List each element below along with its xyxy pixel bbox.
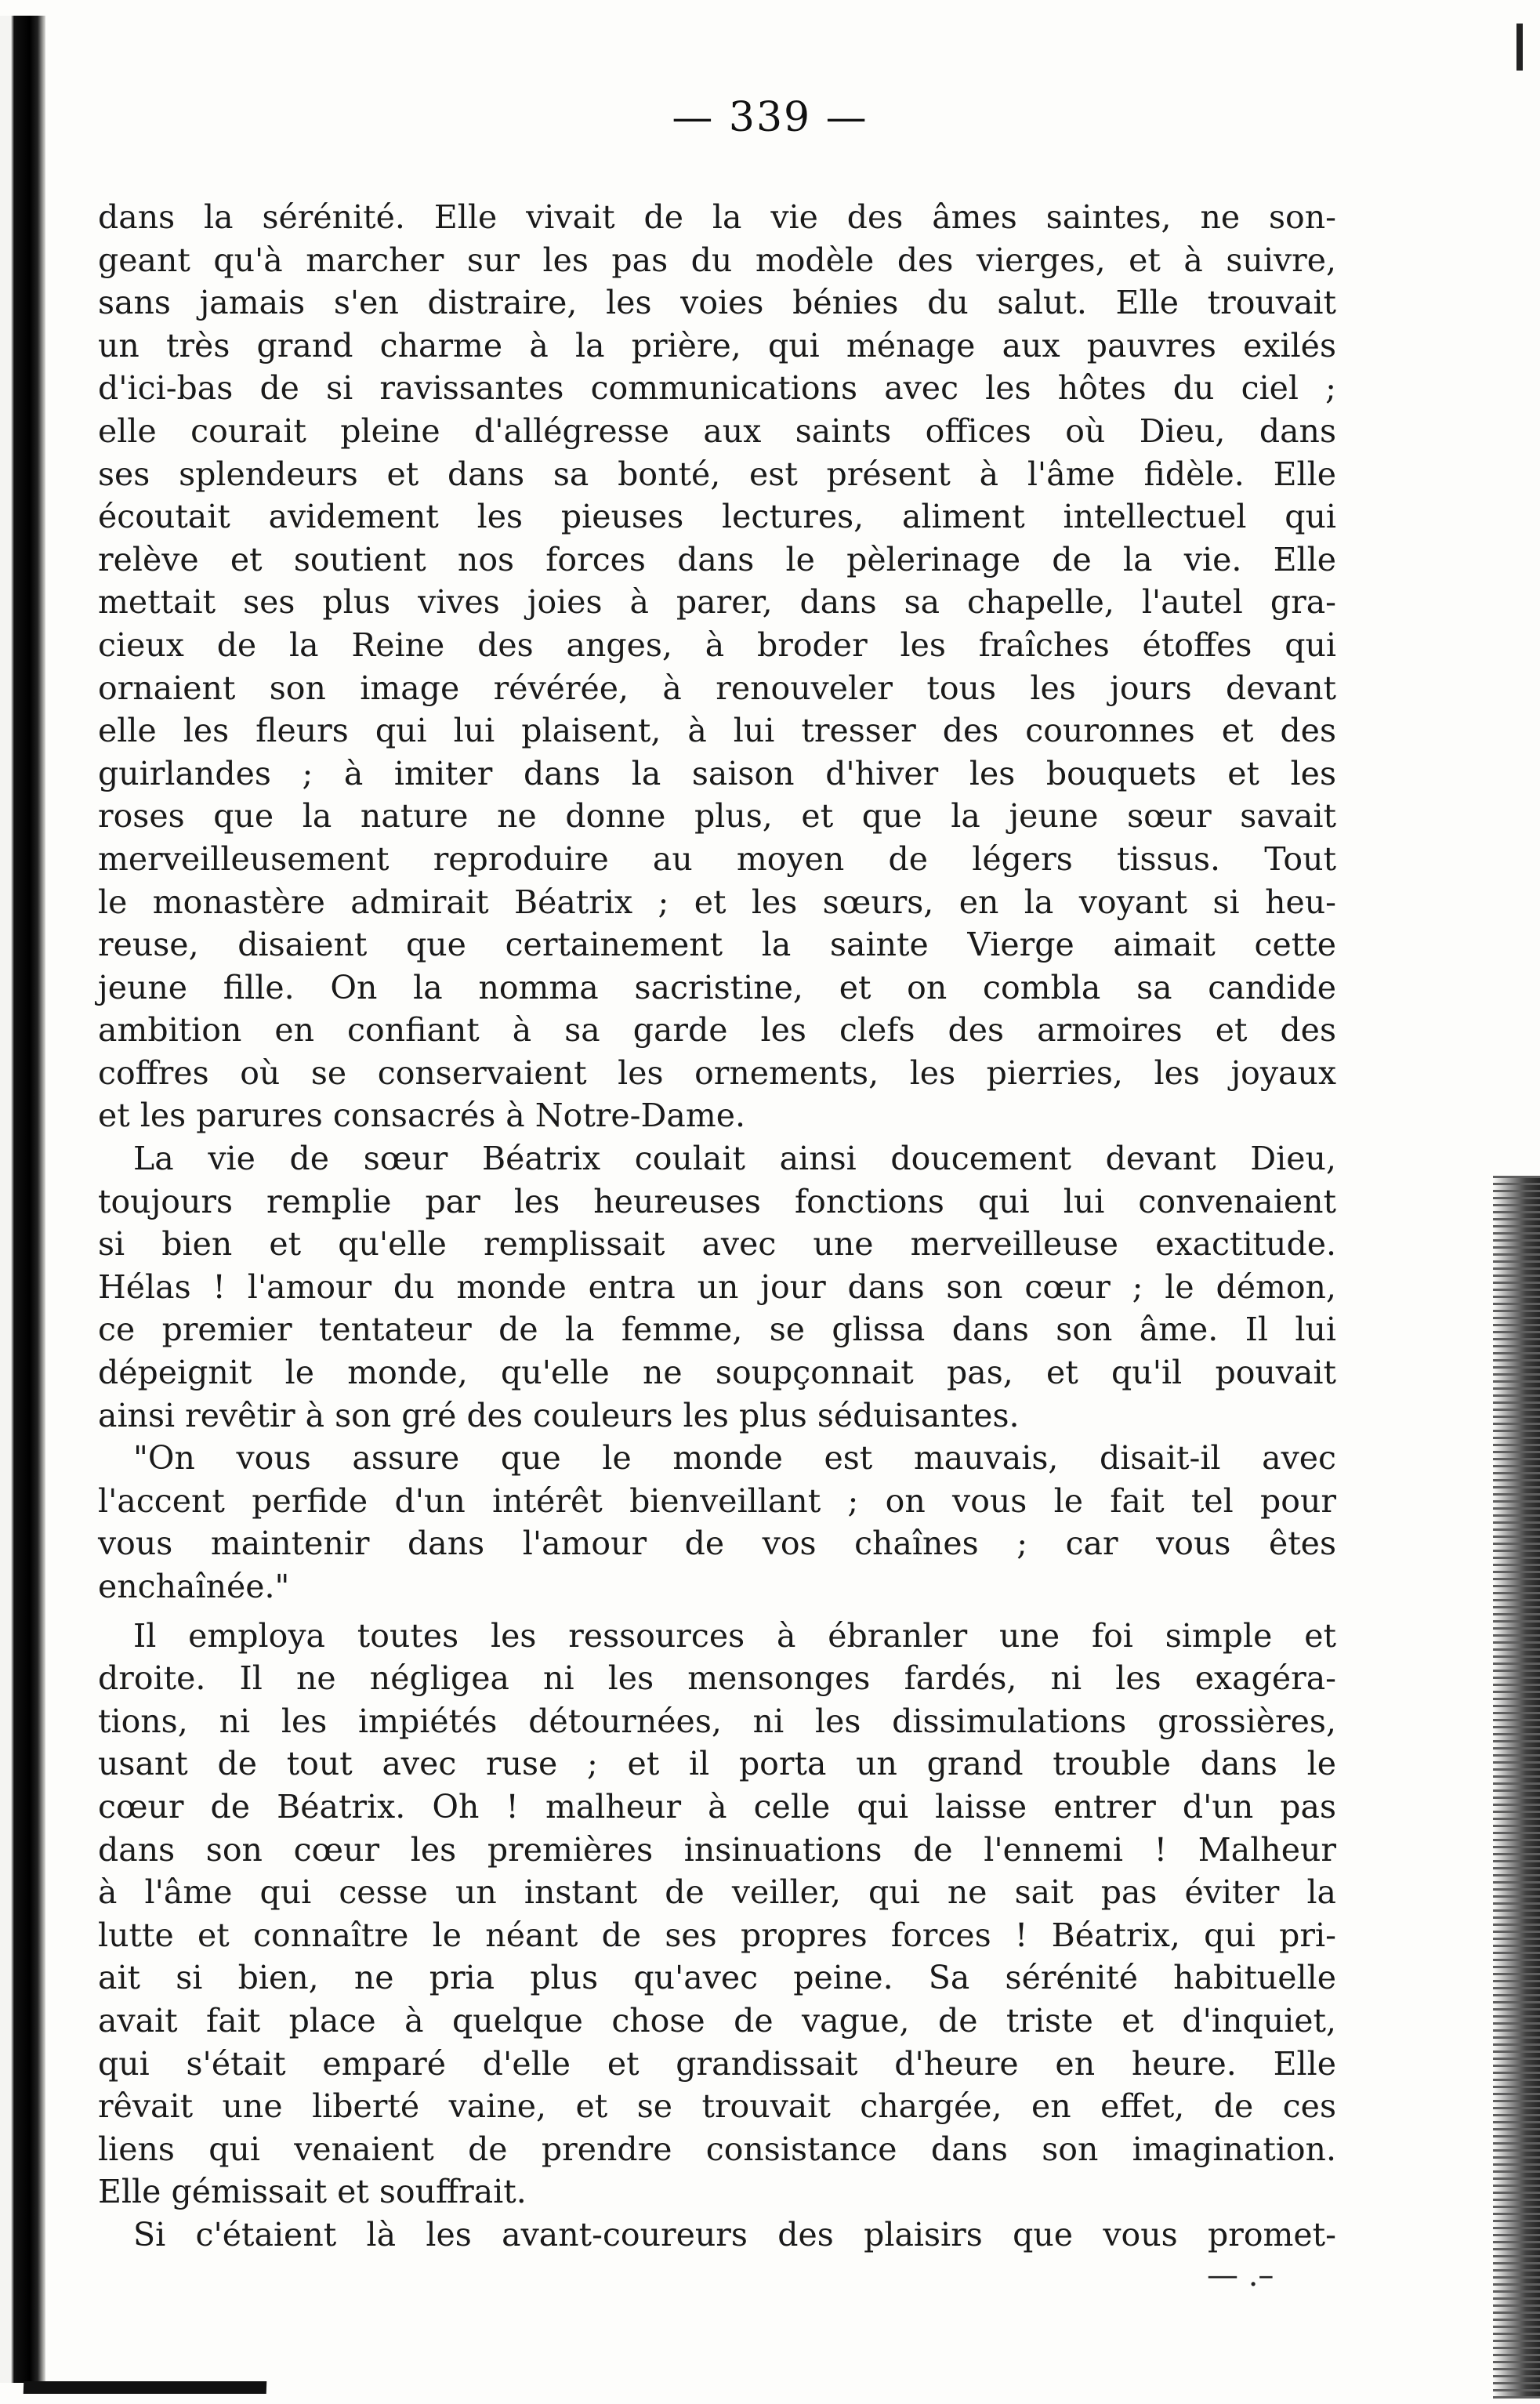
text-line: cieux de la Reine des anges, à broder les fraîches étoffes qui <box>98 625 1336 664</box>
text-line: vous maintenir dans l'amour de vos chaînes ; car vous êtes <box>98 1525 1336 1563</box>
text-line: dans son cœur les premières insinuations de l'ennemi ! Malheur <box>98 1830 1336 1869</box>
text-line: l'accent perfide d'un intérêt bienveillant ; on vous le fait tel pour <box>98 1481 1336 1520</box>
text-line: ce premier tentateur de la femme, se glissa dans son âme. Il lui <box>98 1311 1336 1349</box>
text-line: relève et soutient nos forces dans le pèlerinage de la vie. Elle <box>98 540 1336 578</box>
text-line: avait fait place à quelque chose de vague, de triste et d'inquiet, <box>98 2001 1336 2040</box>
text-line: geant qu'à marcher sur les pas du modèle des vierges, et à suivre, <box>98 241 1336 279</box>
text-line: si bien et qu'elle remplissait avec une merveilleuse exactitude. <box>98 1225 1336 1264</box>
text-line: Il employa toutes les ressources à ébranler une foi simple et <box>133 1616 1336 1655</box>
text-line: ses splendeurs et dans sa bonté, est présent à l'âme fidèle. Elle <box>98 455 1336 493</box>
text-line: "On vous assure que le monde est mauvais, disait-il avec <box>133 1439 1336 1478</box>
text-line: d'ici-bas de si ravissantes communications avec les hôtes du ciel ; <box>98 369 1336 408</box>
text-line: La vie de sœur Béatrix coulait ainsi doucement devant Dieu, <box>133 1140 1336 1178</box>
right-edge-scan-noise <box>1493 1176 1540 2399</box>
text-line: merveilleusement reproduire au moyen de légers tissus. Tout <box>98 839 1336 878</box>
footer-mark: — .– <box>1207 2257 1274 2293</box>
book-binding-edge <box>0 16 45 2383</box>
text-line: toujours remplie par les heureuses fonctions qui lui convenaient <box>98 1182 1336 1220</box>
text-line: qui s'était emparé d'elle et grandissait d'heure en heure. Elle <box>98 2044 1336 2083</box>
text-line: reuse, disaient que certainement la sainte Vierge aimait cette <box>98 926 1336 964</box>
text-line: dans la sérénité. Elle vivait de la vie des âmes saintes, ne son- <box>98 198 1336 236</box>
text-line: coffres où se conservaient les ornements, les pierries, les joyaux <box>98 1053 1336 1092</box>
text-line: enchaînée." <box>98 1568 290 1605</box>
text-line: un très grand charme à la prière, qui ménage aux pauvres exilés <box>98 326 1336 364</box>
text-line: Si c'étaient là les avant-coureurs des plaisirs que vous promet- <box>133 2215 1336 2254</box>
text-line: et les parures consacrés à Notre-Dame. <box>98 1097 746 1135</box>
binding-bottom-shadow <box>24 2381 267 2394</box>
page-number: — 339 — <box>672 94 868 141</box>
text-line: liens qui venaient de prendre consistance dans son imagination. <box>98 2130 1336 2168</box>
body-text <box>98 196 1336 2257</box>
text-line: lutte et connaître le néant de ses propres forces ! Béatrix, qui pri- <box>98 1916 1336 1954</box>
text-line: sans jamais s'en distraire, les voies bénies du salut. Elle trouvait <box>98 284 1336 322</box>
text-line: tions, ni les impiétés détournées, ni les dissimulations grossières, <box>98 1702 1336 1740</box>
text-line: cœur de Béatrix. Oh ! malheur à celle qui laisse entrer d'un pas <box>98 1787 1336 1826</box>
text-line: Elle gémissait et souffrait. <box>98 2173 527 2211</box>
text-line: guirlandes ; à imiter dans la saison d'hiver les bouquets et les <box>98 754 1336 792</box>
text-line: jeune fille. On la nomma sacristine, et on combla sa candide <box>98 968 1336 1006</box>
text-line: elle courait pleine d'allégresse aux saints offices où Dieu, dans <box>98 412 1336 450</box>
text-line: elle les fleurs qui lui plaisent, à lui tresser des couronnes et des <box>98 712 1336 750</box>
text-line: roses que la nature ne donne plus, et que la jeune sœur savait <box>98 797 1336 836</box>
text-line: le monastère admirait Béatrix ; et les sœurs, en la voyant si heu- <box>98 883 1336 921</box>
text-line: ait si bien, ne pria plus qu'avec peine. Sa sérénité habituelle <box>98 1959 1336 1997</box>
text-line: Hélas ! l'amour du monde entra un jour dans son cœur ; le démon, <box>98 1267 1336 1306</box>
text-line: ambition en confiant à sa garde les clefs des armoires et des <box>98 1011 1336 1050</box>
text-line: ornaient son image révérée, à renouveler tous les jours devant <box>98 669 1336 707</box>
text-line: usant de tout avec ruse ; et il porta un grand trouble dans le <box>98 1745 1336 1783</box>
right-edge-mark <box>1516 24 1523 71</box>
text-line: à l'âme qui cesse un instant de veiller, qui ne sait pas éviter la <box>98 1873 1336 1912</box>
text-line: mettait ses plus vives joies à parer, dans sa chapelle, l'autel gra- <box>98 583 1336 622</box>
text-line: rêvait une liberté vaine, et se trouvait chargée, en effet, de ces <box>98 2087 1336 2126</box>
text-line: droite. Il ne négligea ni les mensonges fardés, ni les exagéra- <box>98 1659 1336 1698</box>
text-line: dépeignit le monde, qu'elle ne soupçonnait pas, et qu'il pouvait <box>98 1354 1336 1392</box>
text-line: écoutait avidement les pieuses lectures, aliment intellectuel qui <box>98 498 1336 536</box>
text-line: ainsi revêtir à son gré des couleurs les plus séduisantes. <box>98 1396 1020 1434</box>
